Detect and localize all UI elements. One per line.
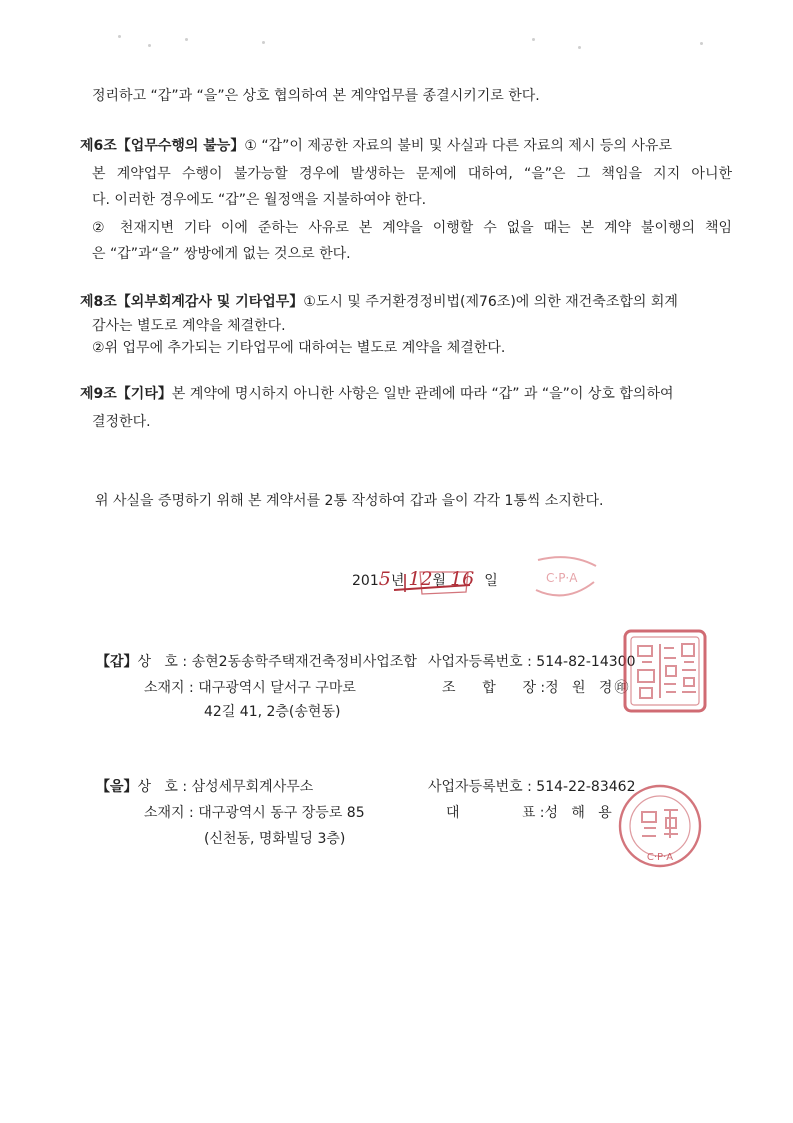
date-year-prefix: 201 bbox=[352, 573, 379, 589]
scan-speck bbox=[118, 35, 121, 38]
party-a-addr-row bbox=[144, 678, 356, 698]
article-6-line-1 bbox=[80, 132, 732, 160]
party-b-rep-row bbox=[446, 803, 612, 823]
article-9-heading: 제9조【기타】 bbox=[80, 386, 172, 402]
party-a-addr-label: 소재지 : bbox=[144, 680, 194, 696]
party-a-tag: 【갑】 bbox=[96, 654, 138, 670]
article-8-line-2: 감사는 별도로 계약을 체결한다. bbox=[92, 318, 286, 334]
party-a-reg-row bbox=[428, 652, 635, 672]
party-b-reg-row bbox=[428, 777, 635, 797]
article-6-line-2: 본 계약업무 수행이 불가능할 경우에 발생하는 문제에 대하여, “을”은 그 책임을 지지 아니한 bbox=[92, 166, 732, 182]
scan-speck bbox=[532, 38, 535, 41]
scan-speck bbox=[185, 38, 188, 41]
article-8-line-3: ②위 업무에 추가되는 기타업무에 대하여는 별도로 계약을 체결한다. bbox=[92, 340, 506, 356]
party-a-name-label: 상 호 : bbox=[137, 654, 188, 670]
seal-cpa-text: C·P·A bbox=[646, 852, 674, 863]
article-6-text: ① “갑”이 제공한 자료의 불비 및 사실과 다른 자료의 제시 등의 사유로 bbox=[244, 138, 672, 154]
party-b-reg-no: 514-22-83462 bbox=[536, 779, 636, 795]
party-b-name-row bbox=[96, 777, 313, 797]
intro-text: 정리하고 “갑”과 “을”은 상호 협의하여 본 계약업무를 종결시키기로 한다. bbox=[92, 88, 540, 104]
party-b-rep-label: 대 표 : bbox=[446, 805, 545, 821]
party-a-reg-no: 514-82-14300 bbox=[536, 654, 636, 670]
party-a-name-row bbox=[96, 652, 417, 672]
date-year-suffix: 년 bbox=[390, 573, 405, 589]
article-6-heading: 제6조【업무수행의 불능】 bbox=[80, 138, 245, 154]
party-b-addr-row bbox=[144, 803, 365, 823]
article-9-text: 본 계약에 명시하지 아니한 사항은 일반 관례에 따라 “갑” 과 “을”이 상호 합의하여 bbox=[171, 386, 674, 402]
party-a-rep-name: 정 원 경 bbox=[545, 680, 613, 696]
date-year-handwritten: 5 bbox=[378, 568, 391, 590]
party-b-addr1: 대구광역시 동구 장등로 85 bbox=[198, 805, 365, 821]
party-b-tag: 【을】 bbox=[96, 779, 138, 795]
party-a-rep-row bbox=[442, 678, 628, 698]
party-b-addr2: (신천동, 명화빌딩 3층) bbox=[204, 831, 346, 847]
date-month-suffix: 월 bbox=[432, 573, 447, 589]
contract-date bbox=[352, 565, 498, 595]
article-8-heading: 제8조【외부회계감사 및 기타업무】 bbox=[80, 294, 304, 310]
scan-speck bbox=[700, 42, 703, 45]
article-8-text: ①도시 및 주거환경정비법(제76조)에 의한 재건축조합의 회계 bbox=[303, 294, 678, 310]
party-b-name-label: 상 호 : bbox=[137, 779, 188, 795]
date-month-handwritten: 12 bbox=[408, 568, 433, 590]
party-a-addr2: 42길 41, 2층(송현동) bbox=[204, 704, 341, 720]
party-a-seal-mark: ㊞ bbox=[614, 680, 629, 696]
article-6-line-5: 은 “갑”과“을” 쌍방에게 없는 것으로 한다. bbox=[92, 246, 351, 262]
article-6-line-3: 다. 이러한 경우에도 “갑”은 월정액을 지불하여야 한다. bbox=[92, 192, 427, 208]
date-day-suffix: 일 bbox=[484, 573, 498, 589]
svg-text:C·P·A: C·P·A bbox=[546, 571, 578, 585]
party-b-addr-label: 소재지 : bbox=[144, 805, 194, 821]
scan-speck bbox=[578, 46, 581, 49]
party-a-reg-label: 사업자등록번호 : bbox=[428, 654, 532, 670]
scan-speck bbox=[148, 44, 151, 47]
article-9-line-2: 결정한다. bbox=[92, 414, 151, 430]
party-b-reg-label: 사업자등록번호 : bbox=[428, 779, 532, 795]
scan-speck bbox=[262, 41, 265, 44]
party-b-name: 삼성세무회계사무소 bbox=[191, 779, 314, 795]
party-a-addr1: 대구광역시 달서구 구마로 bbox=[198, 680, 356, 696]
party-b-rep-name: 성 해 용 bbox=[544, 805, 612, 821]
article-6-line-4: ② 천재지변 기타 이에 준하는 사유로 본 계약을 이행할 수 없을 때는 본 계약 불이행의 책임 bbox=[92, 220, 732, 236]
party-a-rep-label: 조 합 장 : bbox=[442, 680, 546, 696]
date-day-handwritten: 16 bbox=[450, 568, 475, 590]
closing-statement: 위 사실을 증명하기 위해 본 계약서를 2통 작성하여 갑과 을이 각각 1통씩 소지한다. bbox=[95, 493, 604, 509]
party-a-name: 송현2동송학주택재건축정비사업조합 bbox=[191, 654, 417, 670]
article-9-line-1 bbox=[80, 380, 732, 408]
